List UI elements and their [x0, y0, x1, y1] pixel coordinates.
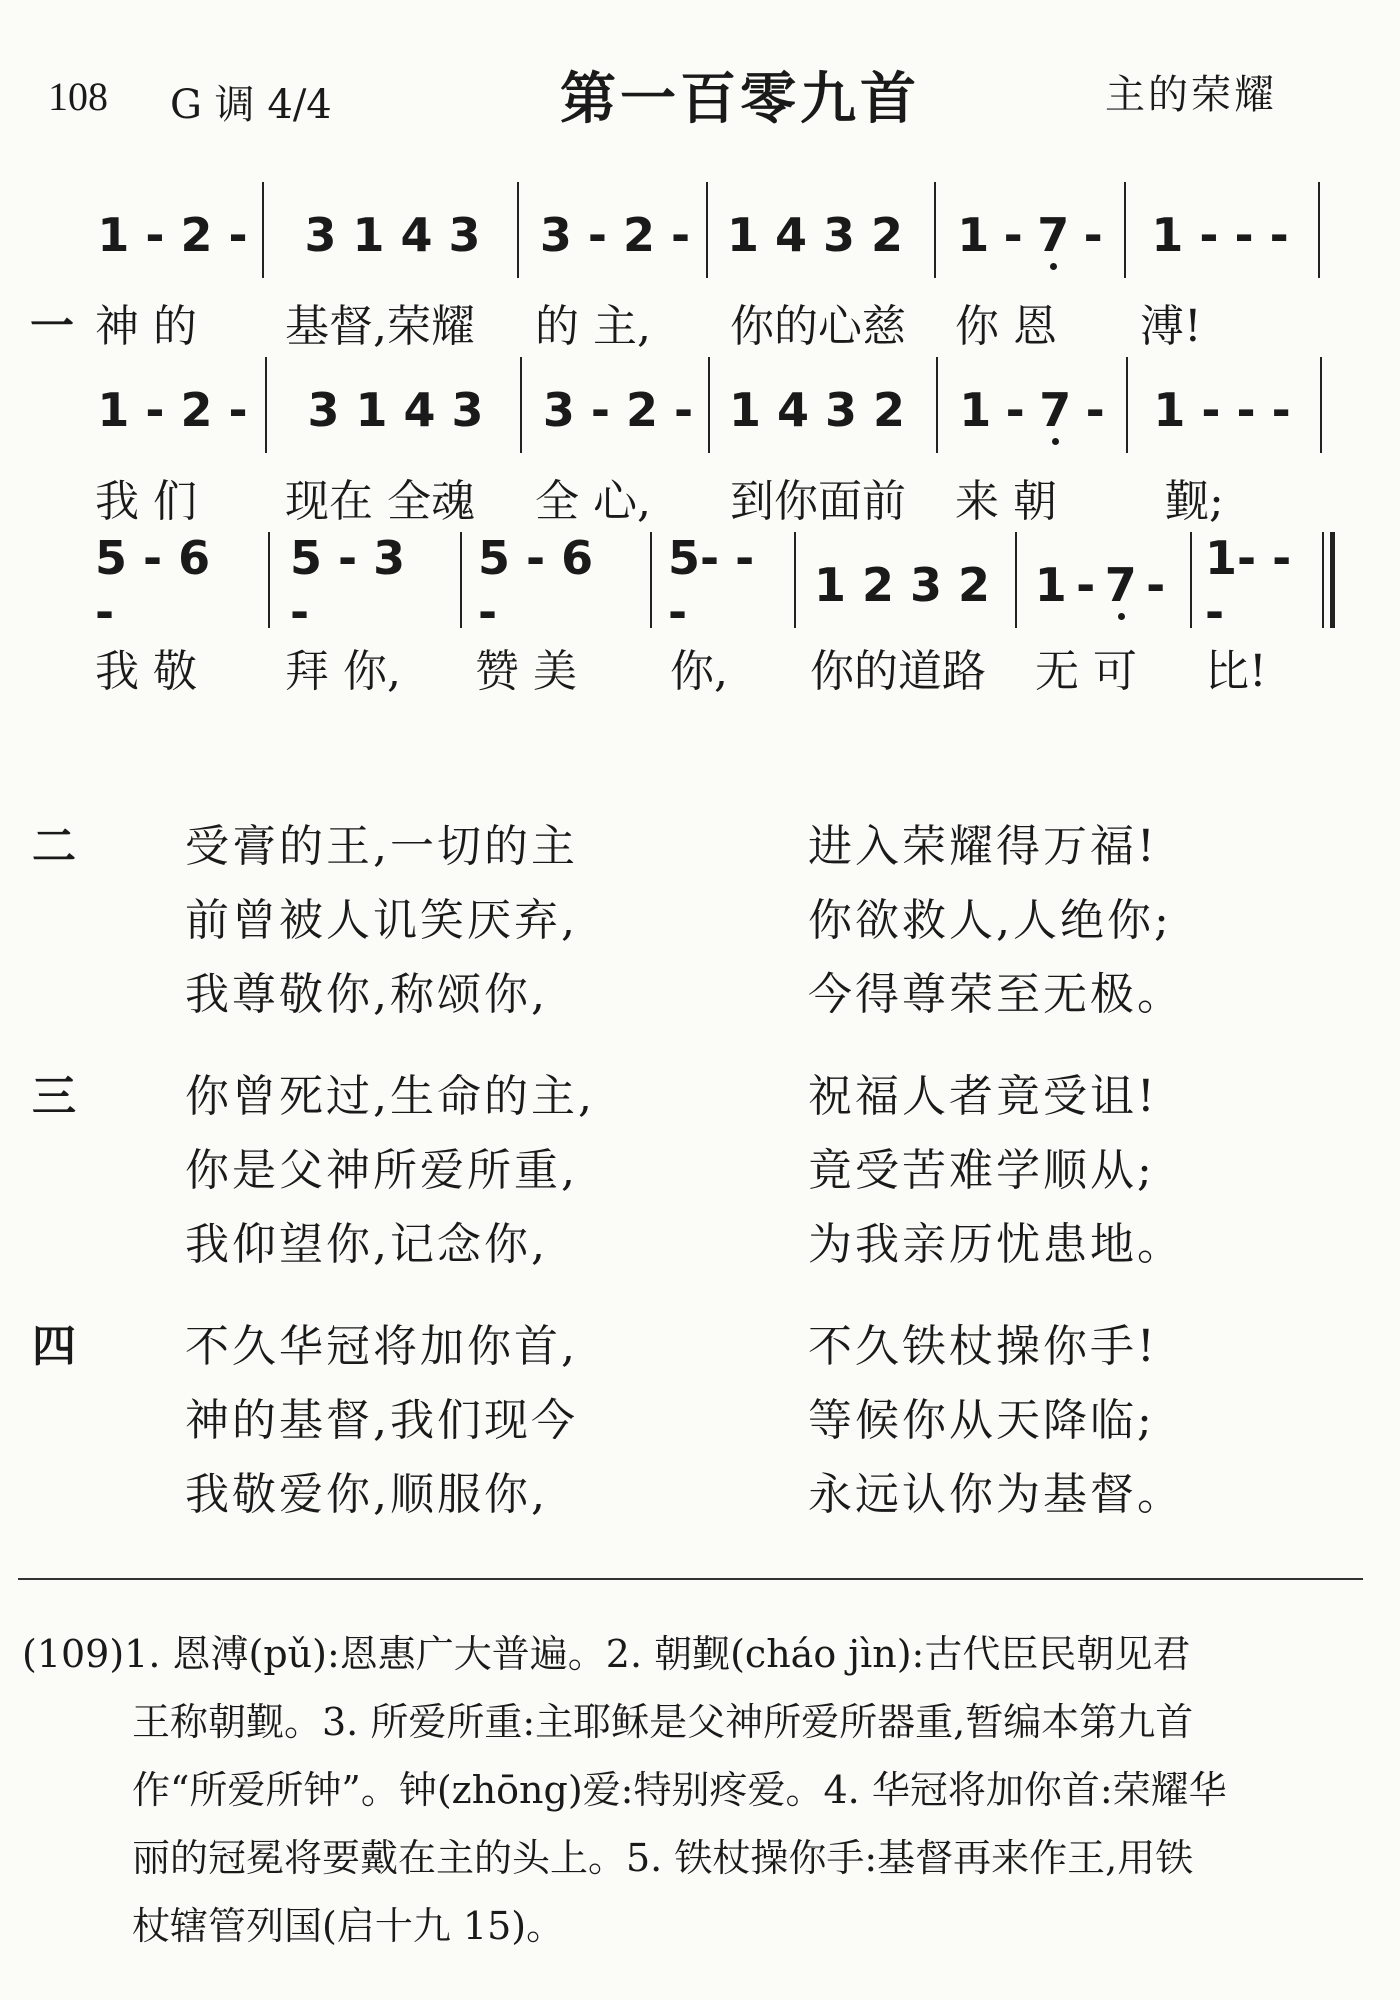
verse-line: 你是父神所爱所重,	[185, 1145, 578, 1196]
lyric: 神 的	[95, 301, 197, 352]
verse-left-column	[185, 1310, 578, 1532]
lyric-row	[0, 465, 1400, 535]
key-signature: G 调 4/4	[170, 82, 332, 128]
verse-right-column	[808, 1060, 1184, 1282]
low-octave-dot: 7	[1104, 558, 1137, 612]
hymn-title: 第一百零九首	[560, 67, 920, 132]
barline	[1126, 357, 1128, 453]
lyric: 你,	[670, 646, 728, 697]
notation-row	[0, 531, 1400, 639]
barline	[1190, 532, 1192, 628]
verse-line: 竟受苦难学顺从;	[808, 1145, 1155, 1196]
verse-number: 四	[32, 1321, 76, 1372]
lyric: 觐;	[1165, 476, 1224, 527]
low-octave-dot: 7	[1039, 383, 1072, 437]
footnote-line: 作“所爱所钟”。钟(zhōng)爱:特别疼爱。4. 华冠将加你首:荣耀华	[132, 1768, 1227, 1812]
verse-number: 一	[30, 301, 74, 352]
verse-line: 我仰望你,记念你,	[185, 1219, 548, 1270]
verse-line: 你曾死过,生命的主,	[185, 1071, 595, 1122]
verse-line: 进入荣耀得万福!	[808, 821, 1158, 872]
verse-line: 前曾被人讥笑厌弃,	[185, 895, 578, 946]
verse-line: 神的基督,我们现今	[185, 1395, 578, 1446]
low-octave-dot: 7	[1037, 208, 1070, 262]
notation-row	[0, 190, 1400, 280]
lyric: 现在 全魂	[285, 476, 475, 527]
measure: 1 4 3 2	[728, 383, 906, 437]
verse-4	[0, 1310, 1400, 1550]
lyric: 你 恩	[955, 301, 1057, 352]
verse-line: 等候你从天降临;	[808, 1395, 1155, 1446]
lyric: 拜 你,	[285, 646, 401, 697]
lyric: 无 可	[1035, 646, 1137, 697]
measure: 3 - 2 -	[539, 208, 691, 262]
lyric: 赞 美	[475, 646, 577, 697]
verse-right-column	[808, 810, 1184, 1032]
barline	[520, 357, 522, 453]
barline	[936, 357, 938, 453]
barline	[650, 532, 652, 628]
notation-row	[0, 365, 1400, 455]
footnote-line: 王称朝觐。3. 所爱所重:主耶稣是父神所爱所器重,暂编本第九首	[132, 1700, 1194, 1744]
measure: 5- - -	[668, 531, 755, 639]
measure: 1 4 3 2	[726, 208, 904, 262]
footnote-line: (109)1. 恩溥(pǔ):恩惠广大普遍。2. 朝觐(cháo jìn):古代臣民朝见君	[22, 1632, 1191, 1676]
barline	[706, 182, 708, 278]
measure: 1 - 2 -	[97, 383, 248, 437]
verse-number: 三	[32, 1071, 76, 1122]
barline	[934, 182, 936, 278]
verse-left-column	[185, 1060, 595, 1282]
lyric-row	[0, 290, 1400, 360]
lyric: 来 朝	[955, 476, 1057, 527]
verse-line: 不久铁杖操你手!	[808, 1321, 1158, 1372]
final-barline	[1330, 532, 1335, 628]
lyric: 我 们	[95, 476, 197, 527]
verse-line: 我尊敬你,称颂你,	[185, 969, 548, 1020]
barline	[1015, 532, 1017, 628]
barline	[1124, 182, 1126, 278]
measure: 1 - - -	[1153, 383, 1291, 437]
measure-with-low-note: 1 - 7 -	[1034, 558, 1166, 612]
verse-line: 不久华冠将加你首,	[185, 1321, 578, 1372]
hymn-header	[0, 55, 1400, 145]
lyric: 到你面前	[730, 476, 906, 527]
measure: 5 - 6 -	[478, 531, 594, 639]
verse-line: 今得尊荣至无极。	[808, 969, 1184, 1020]
measure: 3 - 2 -	[542, 383, 694, 437]
barline	[262, 182, 264, 278]
page-number: 108	[48, 74, 108, 119]
footnote-line: 丽的冠冕将要戴在主的头上。5. 铁杖操你手:基督再来作王,用铁	[132, 1836, 1194, 1880]
measure: 1 - - -	[1151, 208, 1289, 262]
barline	[517, 182, 519, 278]
verse-right-column	[808, 1310, 1184, 1532]
lyric: 比!	[1205, 646, 1267, 697]
hymn-subtitle: 主的荣耀	[1105, 72, 1277, 118]
verse-number: 二	[32, 821, 76, 872]
barline	[265, 357, 267, 453]
barline	[1318, 182, 1320, 278]
lyric: 全 心,	[535, 476, 651, 527]
verse-line: 我敬爱你,顺服你,	[185, 1469, 548, 1520]
lyric: 溥!	[1140, 301, 1202, 352]
barline	[1322, 532, 1324, 628]
barline	[460, 532, 462, 628]
measure: 3 1 4 3	[307, 383, 484, 437]
verse-line: 为我亲历忧患地。	[808, 1219, 1184, 1270]
verse-line: 你欲救人,人绝你;	[808, 895, 1172, 946]
verse-line: 受膏的王,一切的主	[185, 821, 578, 872]
measure: 1 - 2 -	[97, 208, 248, 262]
footnote-line: 杖辖管列国(启十九 15)。	[132, 1904, 565, 1948]
lyric: 基督,荣耀	[285, 301, 475, 352]
barline	[794, 532, 796, 628]
measure-with-low-note: 1 - 7 -	[957, 208, 1103, 262]
measure-with-low-note: 1 - 7 -	[959, 383, 1105, 437]
verse-3	[0, 1060, 1400, 1300]
footnote-divider	[18, 1578, 1363, 1580]
measure: 5 - 6 -	[95, 531, 211, 639]
verse-line: 祝福人者竟受诅!	[808, 1071, 1158, 1122]
measure: 5 - 3 -	[290, 531, 406, 639]
measure: 1 2 3 2	[813, 558, 991, 612]
lyric: 你的心慈	[730, 301, 906, 352]
barline	[1320, 357, 1322, 453]
barline	[708, 357, 710, 453]
lyric: 的 主,	[535, 301, 651, 352]
footnotes	[22, 1620, 1372, 1960]
verse-left-column	[185, 810, 578, 1032]
verse-2	[0, 810, 1400, 1050]
barline	[268, 532, 270, 628]
measure: 1- - -	[1205, 531, 1292, 639]
lyric: 你的道路	[810, 646, 986, 697]
lyric-row	[0, 635, 1400, 705]
verse-line: 永远认你为基督。	[808, 1469, 1184, 1520]
lyric: 我 敬	[95, 646, 197, 697]
measure: 3 1 4 3	[304, 208, 481, 262]
